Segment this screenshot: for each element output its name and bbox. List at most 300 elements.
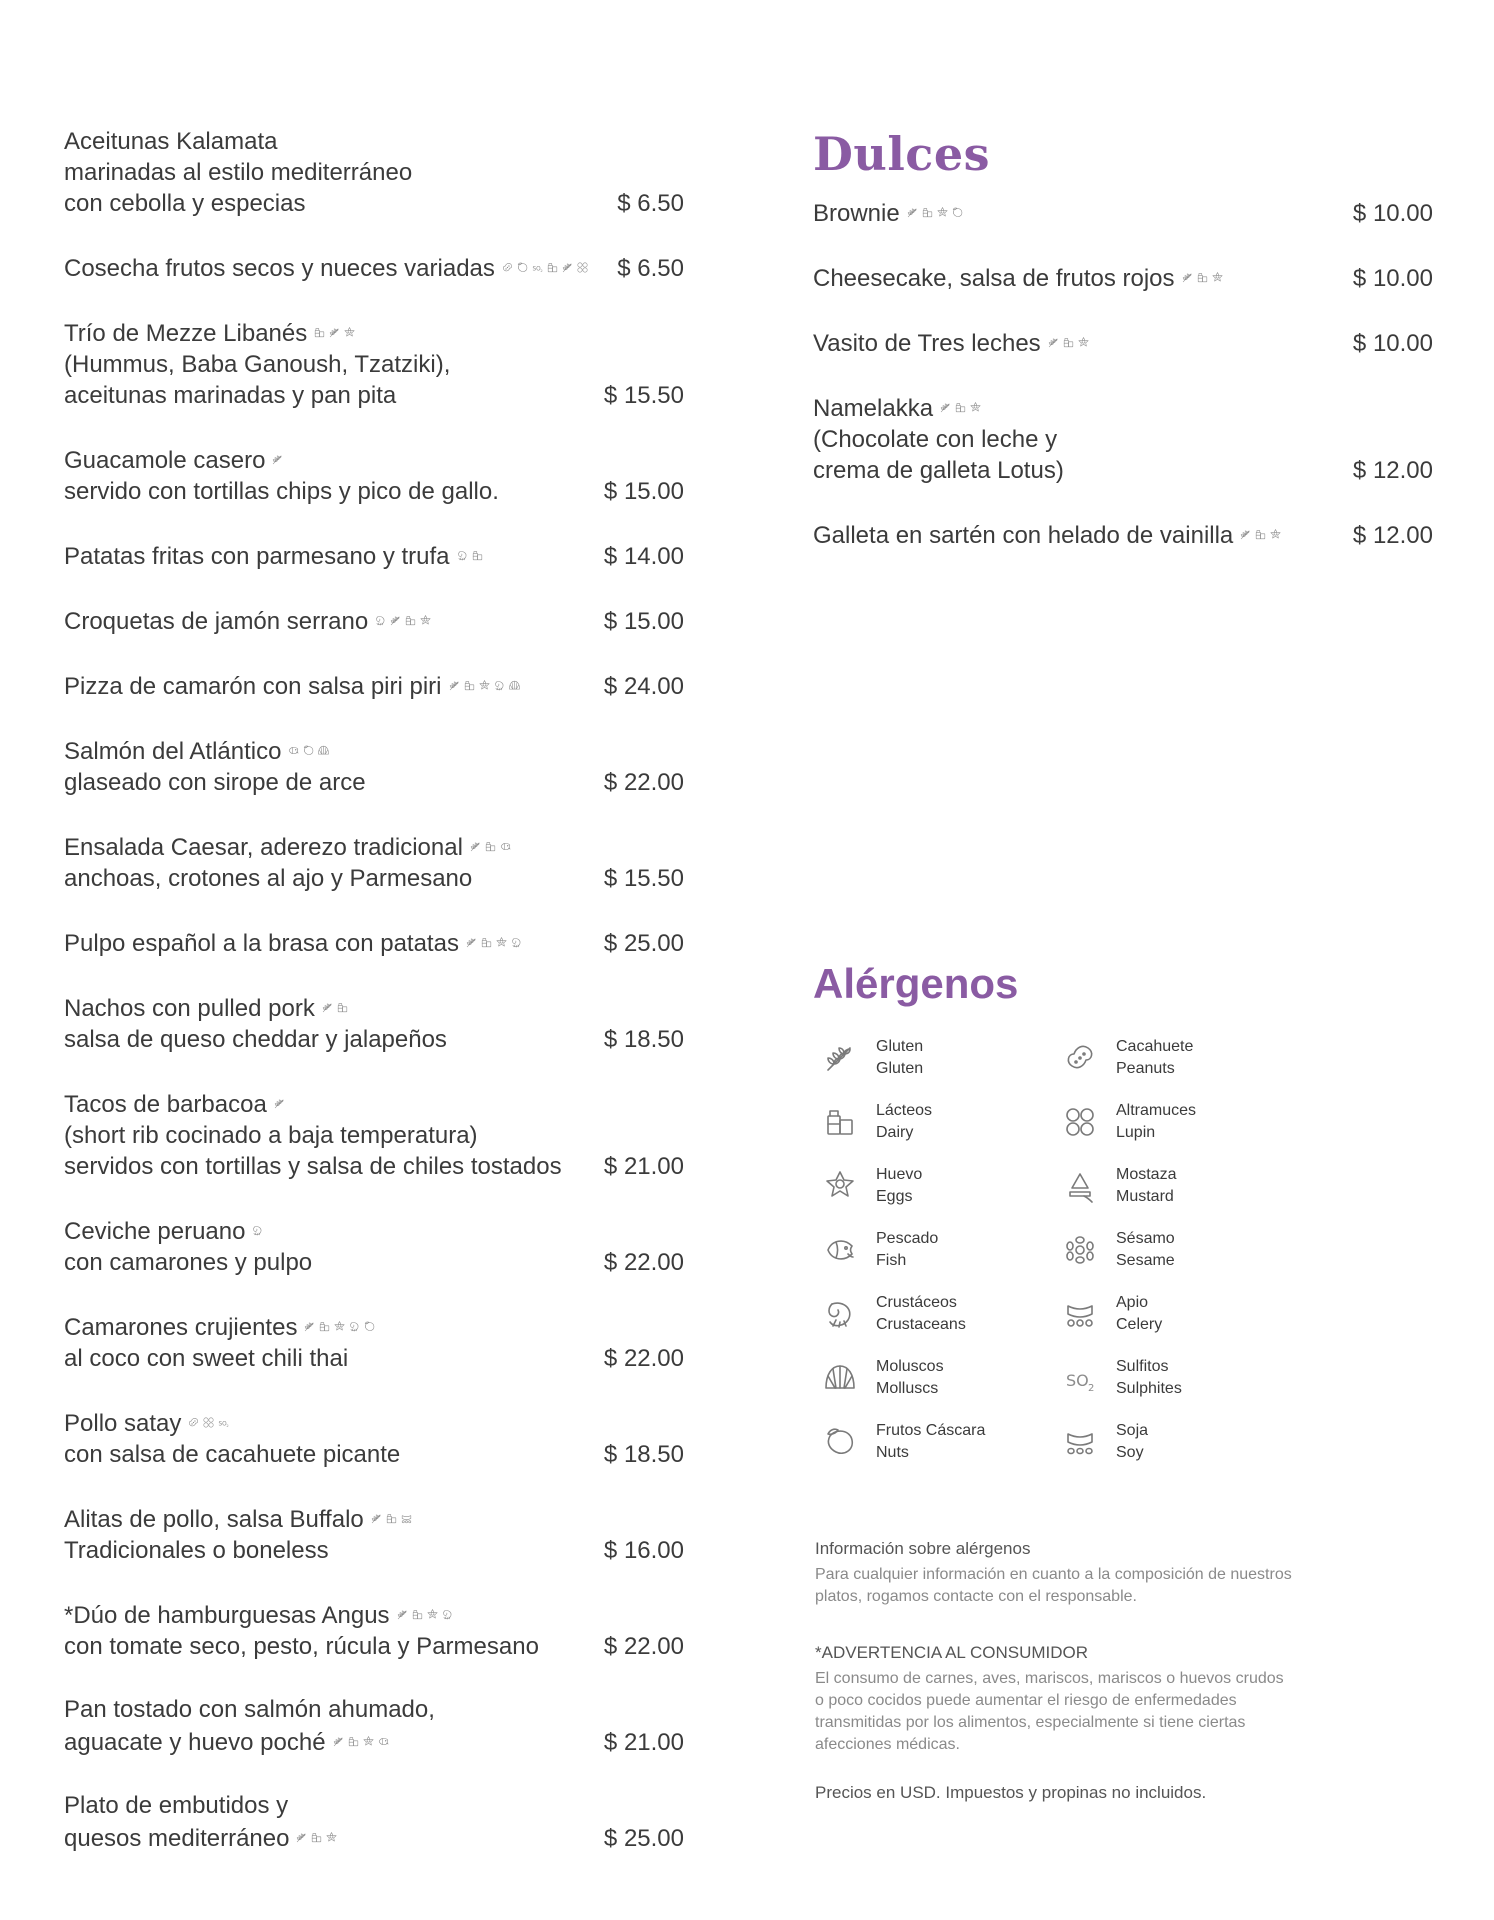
menu-item-line — [64, 1694, 684, 1725]
dairy-icon — [463, 679, 476, 692]
menu-item-line — [64, 1343, 684, 1374]
dairy-icon — [411, 1608, 424, 1621]
menu-item — [64, 539, 684, 572]
gluten-icon — [370, 1512, 383, 1525]
menu-item-text: salsa de queso cheddar y jalapeños — [64, 1026, 447, 1053]
dairy-icon — [1196, 271, 1209, 284]
menu-item — [64, 1310, 684, 1374]
dairy-icon — [954, 401, 967, 414]
menu-item-text: con tomate seco, pesto, rúcula y Parmesano — [64, 1633, 539, 1660]
gluten-icon — [465, 936, 478, 949]
allergen-icons — [1047, 326, 1092, 357]
menu-item-text: Ensalada Caesar, aderezo tradicional — [64, 834, 463, 861]
allergen-crustaceans — [822, 1292, 1062, 1342]
menu-item-text: Galleta en sartén con helado de vainilla — [813, 522, 1234, 549]
menu-item-line — [64, 863, 684, 894]
allergen-icons — [332, 1725, 392, 1756]
fish-icon — [287, 744, 300, 757]
allergen-name-en: Soy — [1116, 1444, 1144, 1461]
menu-item-price: $ 16.00 — [603, 1537, 684, 1564]
allergen-icons — [1181, 261, 1226, 292]
menu-item-text: Croquetas de jamón serrano — [64, 608, 369, 635]
menu-item-text: Alitas de pollo, salsa Buffalo — [64, 1506, 364, 1533]
menu-item-line — [813, 391, 1433, 424]
allergen-name-es: Mostaza — [1116, 1166, 1177, 1183]
menu-item-text: Brownie — [813, 200, 900, 227]
dairy-icon — [471, 549, 484, 562]
menu-item-price: $ 22.00 — [603, 1633, 684, 1660]
celery-icon — [1062, 1296, 1098, 1332]
allergen-sesame — [1062, 1228, 1302, 1278]
allergen-icons — [1239, 518, 1284, 549]
allergen-icons — [187, 1406, 232, 1437]
allergen-icons — [374, 604, 434, 635]
svg-text:SO: SO — [1066, 1371, 1089, 1390]
menu-item-line — [64, 1120, 684, 1151]
egg-icon — [419, 614, 432, 627]
egg-icon — [822, 1168, 858, 1204]
allergen-molluscs — [822, 1356, 1062, 1406]
menu-item-line — [64, 1151, 684, 1182]
egg-icon — [936, 206, 949, 219]
allergen-icons — [271, 443, 286, 474]
allergen-name-en: Gluten — [876, 1060, 924, 1077]
celery-icon — [400, 1512, 413, 1525]
gluten-icon — [469, 840, 482, 853]
allergen-icons — [456, 539, 486, 570]
menu-item-text: marinadas al estilo mediterráneo — [64, 159, 413, 186]
crustacean-icon — [251, 1224, 264, 1237]
allergen-gluten — [822, 1036, 1062, 1086]
dairy-icon — [313, 326, 326, 339]
desserts-column — [813, 126, 1433, 583]
gluten-icon — [396, 1608, 409, 1621]
allergen-fish — [822, 1228, 1062, 1278]
menu-item-price: $ 10.00 — [1352, 200, 1433, 227]
menu-item-price: $ 15.50 — [603, 865, 684, 892]
allergen-icons — [469, 830, 514, 861]
menu-item — [64, 669, 684, 702]
prices-note: Precios en USD. Impuestos y propinas no incluidos. — [815, 1783, 1207, 1802]
menu-item — [64, 991, 684, 1055]
menu-item-line — [64, 1310, 684, 1343]
nut-icon — [363, 1320, 376, 1333]
allergen-name-en: Molluscs — [876, 1380, 939, 1397]
allergen-name-es: Altramuces — [1116, 1102, 1197, 1119]
menu-item-text: Pulpo español a la brasa con patatas — [64, 930, 459, 957]
menu-item — [64, 734, 684, 798]
menu-item — [64, 1694, 684, 1758]
egg-icon — [1077, 336, 1090, 349]
menu-item-text: al coco con sweet chili thai — [64, 1345, 349, 1372]
menu-item-price: $ 22.00 — [603, 1249, 684, 1276]
gluten-icon — [328, 326, 341, 339]
allergen-name-es: Gluten — [876, 1038, 924, 1055]
menu-item-price: $ 18.50 — [603, 1026, 684, 1053]
menu-item-line — [64, 1821, 684, 1854]
dairy-icon — [484, 840, 497, 853]
menu-item-price: $ 12.00 — [1352, 522, 1433, 549]
dairy-icon — [385, 1512, 398, 1525]
gluten-icon — [332, 1735, 345, 1748]
menu-item-text: Vasito de Tres leches — [813, 330, 1041, 357]
menu-item-text: anchoas, crotones al ajo y Parmesano — [64, 865, 473, 892]
svg-text:SO: SO — [218, 1421, 228, 1428]
gluten-icon — [303, 1320, 316, 1333]
svg-text:2: 2 — [540, 269, 543, 274]
allergen-name-en: Fish — [876, 1252, 907, 1269]
menu-item-line — [64, 316, 684, 349]
consumer-warning — [815, 1642, 1295, 1756]
menu-item-text: servidos con tortillas y salsa de chiles tostados — [64, 1153, 562, 1180]
allergens-title: Alérgenos — [813, 960, 1019, 1007]
allergen-name-es: Apio — [1116, 1294, 1149, 1311]
allergen-icons — [295, 1821, 340, 1852]
menu-item-price: $ 24.00 — [603, 673, 684, 700]
desserts-list — [813, 196, 1433, 551]
menu-item — [64, 443, 684, 507]
allergen-soy — [1062, 1420, 1302, 1470]
dairy-icon — [546, 261, 559, 274]
allergen-lupin — [1062, 1100, 1302, 1150]
crustacean-icon — [348, 1320, 361, 1333]
mollusc-icon — [508, 679, 521, 692]
menu-item-line — [813, 261, 1433, 294]
menu-item-price: $ 15.50 — [603, 382, 684, 409]
desserts-title: Dulces — [813, 127, 990, 181]
gluten-icon — [273, 1097, 286, 1110]
menu-item-line — [64, 1502, 684, 1535]
menu-item-line — [64, 251, 684, 284]
dairy-icon — [921, 206, 934, 219]
menu-item-price: $ 22.00 — [603, 1345, 684, 1372]
menu-item-price: $ 15.00 — [603, 608, 684, 635]
allergen-info — [815, 1538, 1295, 1608]
menu-item-text: aguacate y huevo poché — [64, 1729, 326, 1756]
allergen-sulphites — [1062, 1356, 1302, 1406]
allergen-name-en: Mustard — [1116, 1188, 1174, 1205]
menu-item-price: $ 25.00 — [603, 930, 684, 957]
menu-item-line — [813, 326, 1433, 359]
menu-item-line — [813, 196, 1433, 229]
allergen-name-en: Sesame — [1116, 1252, 1175, 1269]
menu-item-text: Camarones crujientes — [64, 1314, 298, 1341]
fish-icon — [822, 1232, 858, 1268]
menu-item-line — [64, 1631, 684, 1662]
menu-item — [64, 126, 684, 219]
egg-icon — [495, 936, 508, 949]
menu-item-price: $ 6.50 — [617, 255, 684, 282]
dairy-icon — [336, 1001, 349, 1014]
svg-text:SO: SO — [532, 266, 541, 273]
allergen-name-es: Huevo — [876, 1166, 923, 1183]
gluten-icon — [389, 614, 402, 627]
allergen-name-es: Sésamo — [1116, 1230, 1175, 1247]
allergen-name-en: Sulphites — [1116, 1380, 1182, 1397]
crustacean-icon — [510, 936, 523, 949]
menu-item-text: Trío de Mezze Libanés — [64, 320, 308, 347]
dairy-icon — [480, 936, 493, 949]
menu-item-text: Ceviche peruano — [64, 1218, 246, 1245]
allergen-name-en: Dairy — [876, 1124, 914, 1141]
menu-item-line — [64, 1598, 684, 1631]
menu-item — [64, 1598, 684, 1662]
sesame-icon — [1062, 1232, 1098, 1268]
menu-item — [64, 316, 684, 411]
fish-icon — [499, 840, 512, 853]
menu-item-line — [64, 669, 684, 702]
menu-item-text: con cebolla y especias — [64, 190, 306, 217]
mustard-icon — [1062, 1168, 1098, 1204]
allergen-celery — [1062, 1292, 1302, 1342]
menu-item-price: $ 18.50 — [603, 1441, 684, 1468]
menu-item-line — [64, 767, 684, 798]
allergen-icons — [939, 391, 984, 422]
gluten-icon — [295, 1831, 308, 1844]
gluten-icon — [561, 261, 574, 274]
dairy-icon — [318, 1320, 331, 1333]
menu-item-text: Pizza de camarón con salsa piri piri — [64, 673, 442, 700]
menu-item-line — [64, 443, 684, 476]
consumer-warning-heading: *ADVERTENCIA AL CONSUMIDOR — [815, 1643, 1089, 1662]
egg-icon — [1269, 528, 1282, 541]
menu-item-line — [64, 380, 684, 411]
menu-item-text: Aceitunas Kalamata — [64, 128, 278, 155]
allergen-name-en: Celery — [1116, 1316, 1163, 1333]
fish-icon — [377, 1735, 390, 1748]
menu-item-line — [64, 830, 684, 863]
dairy-icon — [310, 1831, 323, 1844]
nut-icon — [516, 261, 529, 274]
menu-item — [813, 326, 1433, 359]
menu-item-text: Tradicionales o boneless — [64, 1537, 329, 1564]
crustacean-icon — [493, 679, 506, 692]
egg-icon — [1211, 271, 1224, 284]
allergen-icons — [321, 991, 351, 1022]
allergen-name-es: Moluscos — [876, 1358, 944, 1375]
menu-item — [813, 391, 1433, 486]
dairy-icon — [1254, 528, 1267, 541]
allergen-name-en: Peanuts — [1116, 1060, 1175, 1077]
menu-item-line — [64, 1725, 684, 1758]
menu-item-text: Pollo satay — [64, 1410, 182, 1437]
gluten-icon — [822, 1040, 858, 1076]
egg-icon — [333, 1320, 346, 1333]
menu-item-line — [64, 539, 684, 572]
menu-item — [64, 251, 684, 284]
menu-item-text: Cosecha frutos secos y nueces variadas — [64, 255, 495, 282]
crustacean-icon — [456, 549, 469, 562]
allergen-icons — [906, 196, 966, 227]
menu-item-text: Cheesecake, salsa de frutos rojos — [813, 265, 1175, 292]
allergen-icons — [501, 251, 591, 282]
gluten-icon — [448, 679, 461, 692]
menu-item-price: $ 22.00 — [603, 769, 684, 796]
menu-item — [64, 1406, 684, 1470]
menu-item-price: $ 21.00 — [603, 1729, 684, 1756]
lupin-icon — [1062, 1104, 1098, 1140]
allergen-mustard — [1062, 1164, 1302, 1214]
consumer-warning-text: El consumo de carnes, aves, mariscos, mariscos o huevos crudos o poco cocidos puede aumentar el riesgo de enfermedades transmitidas por los alimentos, especialmente si tiene ciertas afecciones médicas. — [815, 1670, 1284, 1753]
peanut-icon — [1062, 1040, 1098, 1076]
crustacean-icon — [374, 614, 387, 627]
egg-icon — [969, 401, 982, 414]
allergen-name-en: Crustaceans — [876, 1316, 966, 1333]
menu-item-line — [813, 424, 1433, 455]
gluten-icon — [1047, 336, 1060, 349]
menu-item-price: $ 14.00 — [603, 543, 684, 570]
soy-icon — [1062, 1424, 1098, 1460]
menu-item-text: (Chocolate con leche y — [813, 426, 1058, 453]
menu-item-line — [64, 188, 684, 219]
allergen-icons — [287, 734, 332, 765]
sulphite-icon — [531, 261, 544, 274]
allergen-name-es: Crustáceos — [876, 1294, 957, 1311]
menu-item-text: (short rib cocinado a baja temperatura) — [64, 1122, 478, 1149]
svg-text:2: 2 — [226, 1424, 230, 1429]
menu-item-price: $ 15.00 — [603, 478, 684, 505]
menu-item-line — [64, 1247, 684, 1278]
lupin-icon — [202, 1416, 215, 1429]
starters-column — [64, 126, 684, 1886]
egg-icon — [325, 1831, 338, 1844]
egg-icon — [343, 326, 356, 339]
allergen-name-en: Lupin — [1116, 1124, 1156, 1141]
allergen-icons — [303, 1310, 378, 1341]
sulphite-icon — [1062, 1360, 1098, 1396]
menu-item-text: *Dúo de hamburguesas Angus — [64, 1602, 390, 1629]
menu-item-text: Nachos con pulled pork — [64, 995, 315, 1022]
menu-item — [813, 261, 1433, 294]
menu-item-line — [64, 991, 684, 1024]
menu-item — [64, 1214, 684, 1278]
nut-icon — [302, 744, 315, 757]
menu-item-price: $ 6.50 — [617, 190, 684, 217]
menu-item — [813, 196, 1433, 229]
menu-item-line — [64, 1439, 684, 1470]
menu-item-text: con camarones y pulpo — [64, 1249, 313, 1276]
nut-icon — [822, 1424, 858, 1460]
gluten-icon — [939, 401, 952, 414]
gluten-icon — [1239, 528, 1252, 541]
menu-item-price: $ 12.00 — [1352, 457, 1433, 484]
menu-item-text: servido con tortillas chips y pico de gallo. — [64, 478, 499, 505]
menu-item-line — [64, 926, 684, 959]
allergen-nuts — [822, 1420, 1062, 1470]
menu-item-line — [64, 126, 684, 157]
allergen-icons — [370, 1502, 415, 1533]
menu-item — [813, 518, 1433, 551]
menu-item-text: Tacos de barbacoa — [64, 1091, 267, 1118]
prices-note-block — [815, 1782, 1295, 1804]
menu-item-text: glaseado con sirope de arce — [64, 769, 366, 796]
mollusc-icon — [317, 744, 330, 757]
menu-item-price: $ 25.00 — [603, 1825, 684, 1852]
menu-item-price: $ 10.00 — [1352, 265, 1433, 292]
allergen-icons — [396, 1598, 456, 1629]
dairy-icon — [404, 614, 417, 627]
menu-item-line — [813, 455, 1433, 486]
menu-item-line — [64, 1024, 684, 1055]
gluten-icon — [1181, 271, 1194, 284]
egg-icon — [362, 1735, 375, 1748]
allergen-info-text: Para cualquier información en cuanto a la composición de nuestros platos, rogamos contacte con el responsable. — [815, 1566, 1292, 1605]
dairy-icon — [1062, 336, 1075, 349]
egg-icon — [478, 679, 491, 692]
allergen-name-es: Pescado — [876, 1230, 939, 1247]
peanut-icon — [187, 1416, 200, 1429]
peanut-icon — [501, 261, 514, 274]
menu-item-line — [64, 604, 684, 637]
menu-item-text: (Hummus, Baba Ganoush, Tzatziki), — [64, 351, 451, 378]
allergen-name-es: Soja — [1116, 1422, 1149, 1439]
menu-item — [64, 1502, 684, 1566]
allergen-dairy — [822, 1100, 1062, 1150]
allergen-name-es: Lácteos — [876, 1102, 933, 1119]
allergen-icons — [448, 669, 523, 700]
allergen-icons — [313, 316, 358, 347]
menu-item — [64, 1790, 684, 1854]
egg-icon — [426, 1608, 439, 1621]
menu-item — [64, 926, 684, 959]
menu-item-line — [64, 1087, 684, 1120]
menu-item-text: con salsa de cacahuete picante — [64, 1441, 401, 1468]
gluten-icon — [906, 206, 919, 219]
crustacean-icon — [822, 1296, 858, 1332]
dairy-icon — [347, 1735, 360, 1748]
allergen-icons — [251, 1214, 266, 1245]
allergen-icons — [273, 1087, 288, 1118]
menu-item-text: Guacamole casero — [64, 447, 266, 474]
menu-item-line — [64, 476, 684, 507]
menu-item-text: aceitunas marinadas y pan pita — [64, 382, 397, 409]
allergen-name-es: Cacahuete — [1116, 1038, 1194, 1055]
menu-item-line — [64, 1214, 684, 1247]
allergen-info-heading: Información sobre alérgenos — [815, 1539, 1031, 1558]
menu-item-text: Salmón del Atlántico — [64, 738, 282, 765]
menu-item-line — [64, 157, 684, 188]
menu-item-line — [64, 349, 684, 380]
menu-item-line — [64, 1406, 684, 1439]
menu-item — [64, 1087, 684, 1182]
menu-item-price: $ 10.00 — [1352, 330, 1433, 357]
menu-item — [64, 830, 684, 894]
sulphite-icon — [217, 1416, 230, 1429]
crustacean-icon — [441, 1608, 454, 1621]
menu-item-line — [813, 518, 1433, 551]
menu-item-text: Patatas fritas con parmesano y trufa — [64, 543, 450, 570]
gluten-icon — [321, 1001, 334, 1014]
allergen-peanuts — [1062, 1036, 1302, 1086]
dairy-icon — [822, 1104, 858, 1140]
menu-item-price: $ 21.00 — [603, 1153, 684, 1180]
allergen-name-en: Nuts — [876, 1444, 909, 1461]
menu-item-line — [64, 734, 684, 767]
menu-item-text: Plato de embutidos y — [64, 1792, 289, 1819]
allergen-name-es: Sulfitos — [1116, 1358, 1169, 1375]
svg-text:2: 2 — [1088, 1383, 1095, 1394]
menu-item-line — [64, 1535, 684, 1566]
menu-item-text: crema de galleta Lotus) — [813, 457, 1064, 484]
menu-item-text: quesos mediterráneo — [64, 1825, 290, 1852]
allergen-eggs — [822, 1164, 1062, 1214]
menu-item-line — [64, 1790, 684, 1821]
nut-icon — [951, 206, 964, 219]
allergen-icons — [465, 926, 525, 957]
allergen-name-es: Frutos Cáscara — [876, 1422, 986, 1439]
menu-item — [64, 604, 684, 637]
allergen-name-en: Eggs — [876, 1188, 913, 1205]
